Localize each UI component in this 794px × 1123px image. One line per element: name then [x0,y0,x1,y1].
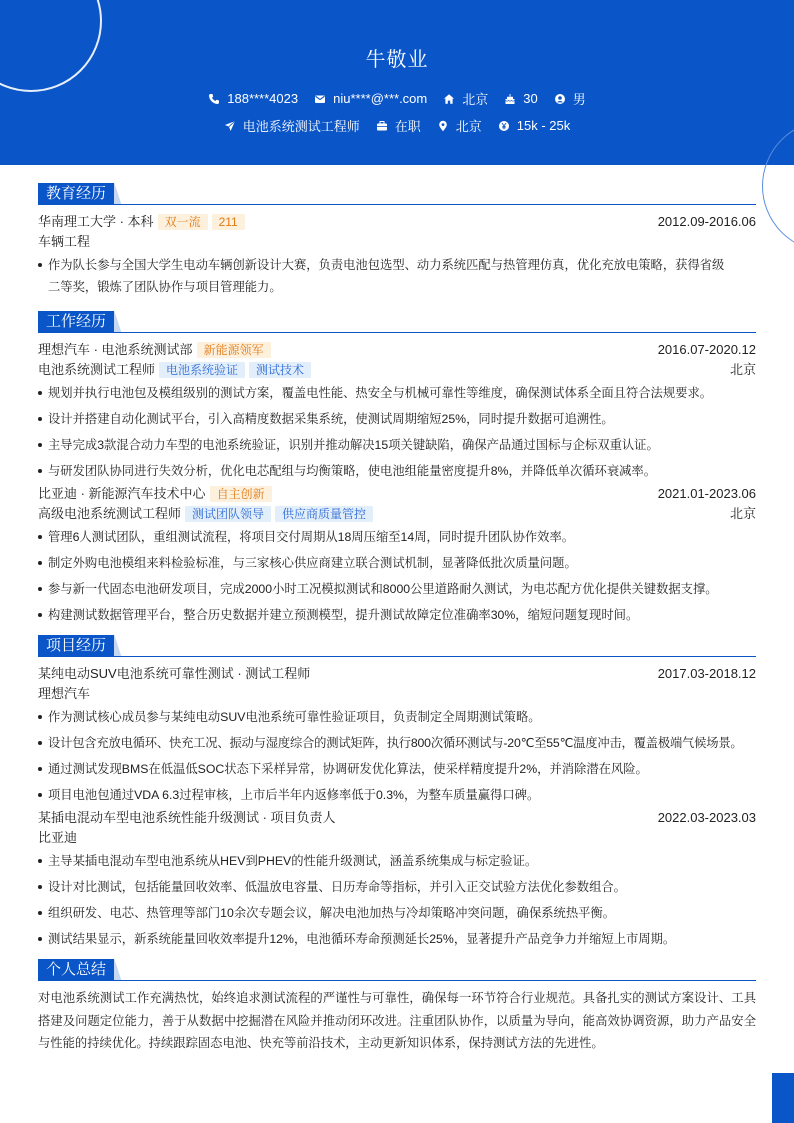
school-line: 华南理工大学 · 本科 [38,214,154,229]
work-location: 北京 [729,506,756,521]
gender-item [554,89,586,108]
work-dates: 2016.07-2020.12 [657,342,756,357]
phone-icon [208,93,220,105]
job-intent-row [0,116,794,135]
list-item: 制定外购电池模组来料检验标准，与三家核心供应商建立联合测试机制，显著降低批次质量问题。 [38,550,756,576]
briefcase-icon [376,120,388,132]
email-item [314,91,427,106]
project-title-line: 某插电混动车型电池系统性能升级测试 · 项目负责人 [38,810,336,825]
role-tag: 供应商质量管控 [275,506,373,522]
money-icon [498,120,510,132]
age-item [504,91,537,106]
list-item: 规划并执行电池包及模组级别的测试方案，覆盖电性能、热安全与机械可靠性等维度，确保测试体系全面且符合法规要求。 [38,380,756,406]
work-entry-head [38,484,756,504]
list-item: 管理6人测试团队，重组测试流程，将项目交付周期从18周压缩至14周，同时提升团队协作效率。 [38,524,756,550]
project-dates: 2017.03-2018.12 [657,666,756,681]
company-line: 理想汽车 · 电池系统测试部 [38,342,193,357]
status-text: 在职 [394,119,421,134]
section-divider [38,980,756,981]
company-line: 比亚迪 · 新能源汽车技术中心 [38,486,206,501]
phone-text: 188****4023 [227,91,299,106]
work-dates: 2021.01-2023.06 [657,486,756,501]
work-section [38,311,756,628]
mail-icon [314,93,326,105]
list-item: 通过测试发现BMS在低温低SOC状态下采样异常，协调研发优化算法，使采样精度提升2%，并消除潜在风险。 [38,756,756,782]
home-text: 北京 [462,92,489,107]
list-item: 与研发团队协同进行失效分析，优化电芯配组与均衡策略，使电池组能量密度提升8%，并降低单次循环衰减率。 [38,458,756,484]
section-heading [38,183,756,205]
project-title: 项目经历 [38,635,114,657]
list-item: 设计包含充放电循环、快充工况、振动与湿度综合的测试矩阵，执行800次循环测试与-20℃至55℃温度冲击，覆盖极端气候场景。 [38,730,756,756]
list-item: 测试结果显示，新系统能量回收效率提升12%，电池循环寿命预测延长25%，显著提升产品竞争力并缩短上市周期。 [38,926,756,952]
project-org-row [38,684,756,704]
role-tag: 测试团队领导 [185,506,271,522]
role-tag: 电池系统验证 [159,362,245,378]
age-text: 30 [523,91,538,106]
target-position-text: 电池系统测试工程师 [242,119,360,134]
list-item: 设计并搭建自动化测试平台，引入高精度数据采集系统，使测试周期缩短25%，同时提升数据可追溯性。 [38,406,756,432]
project-section [38,635,756,952]
gender-icon [554,93,566,105]
list-item: 组织研发、电芯、热管理等部门10余次专题会议，解决电池加热与冷却策略冲突问题，确保系统热平衡。 [38,900,756,926]
project-title-line: 某纯电动SUV电池系统可靠性测试 · 测试工程师 [38,666,311,681]
contact-row [0,89,794,108]
list-item: 主导完成3款混合动力车型的电池系统验证，识别并推动解决15项关键缺陷，确保产品通过国标与企标双重认证。 [38,432,756,458]
list-item: 作为测试核心成员参与某纯电动SUV电池系统可靠性验证项目，负责制定全周期测试策略。 [38,704,756,730]
summary-text: 对电池系统测试工作充满热忱，始终追求测试流程的严谨性与可靠性，确保每一环节符合行业规范。具备扎实的测试方案设计、工具搭建及问题定位能力，善于从数据中挖掘潜在风险并推动闭环改进。注重团队协作，以质量为导向，能高效协调资源，助力产品安全与性能的持续优化。持续跟踪固态电池、快充等前沿技术，主动更新知识体系，保持测试方法的先进性。 [38,991,756,1050]
education-title: 教育经历 [38,183,114,205]
home-icon [443,93,455,105]
list-item: 参与新一代固态电池研发项目，完成2000小时工况模拟测试和8000公里道路耐久测试，为电芯配方优化提供关键数据支撑。 [38,576,756,602]
location-pin-icon [437,120,449,132]
salary-text: 15k - 25k [516,118,571,133]
company-tag: 新能源领军 [197,342,271,358]
phone-item [208,91,298,106]
project-dates: 2022.03-2023.03 [657,810,756,825]
project-org: 比亚迪 [38,830,78,845]
major-text: 车辆工程 [38,234,91,249]
home-item [443,89,488,108]
list-item: 项目电池包通过VDA 6.3过程审核，上市后半年内返修率低于0.3%，为整车质量赢得口碑。 [38,782,756,808]
project-org-row [38,828,756,848]
list-item: 作为队长参与全国大学生电动车辆创新设计大赛，负责电池包选型、动力系统匹配与热管理仿真，优化充放电策略，获得省级二等奖，锻炼了团队协作与项目管理能力。 [38,252,756,300]
section-divider [38,204,756,205]
project-org: 理想汽车 [38,686,91,701]
section-heading [38,635,756,657]
location-text: 北京 [455,119,482,134]
project-entry-head [38,808,756,828]
work-entry-head [38,340,756,360]
section-heading [38,959,756,981]
company-tag: 自主创新 [210,486,272,502]
section-divider [38,656,756,657]
summary-title: 个人总结 [38,959,114,981]
role-tag: 测试技术 [249,362,311,378]
role-text: 电池系统测试工程师 [38,362,156,377]
section-heading [38,311,756,333]
gender-text: 男 [572,92,586,107]
section-divider [38,332,756,333]
resume-header [0,0,794,165]
work-location: 北京 [729,362,756,377]
school-tag: 211 [212,214,245,230]
email-text: niu****@***.com [333,91,428,106]
salary-item [498,118,570,133]
work-title: 工作经历 [38,311,114,333]
list-item: 设计对比测试，包括能量回收效率、低温放电容量、日历寿命等指标，并引入正交试验方法优化参数组合。 [38,874,756,900]
candidate-name: 牛敬业 [365,49,429,71]
work-role-row [38,504,756,524]
decorative-corner-block [772,1073,794,1123]
major-row [38,232,756,252]
list-item: 主导某插电混动车型电池系统从HEV到PHEV的性能升级测试，涵盖系统集成与标定验证。 [38,848,756,874]
project-entry-head [38,664,756,684]
education-dates: 2012.09-2016.06 [657,214,756,229]
status-item [376,116,421,135]
work-role-row [38,360,756,380]
list-item: 构建测试数据管理平台，整合历史数据并建立预测模型，提升测试故障定位准确率30%，缩短问题复现时间。 [38,602,756,628]
summary-section [38,959,756,1055]
school-tag: 双一流 [158,214,208,230]
education-entry-head [38,212,756,232]
target-position-item [224,116,360,135]
role-text: 高级电池系统测试工程师 [38,506,182,521]
location-item [437,116,482,135]
education-section [38,183,756,300]
cake-icon [504,93,516,105]
send-icon [224,120,236,132]
